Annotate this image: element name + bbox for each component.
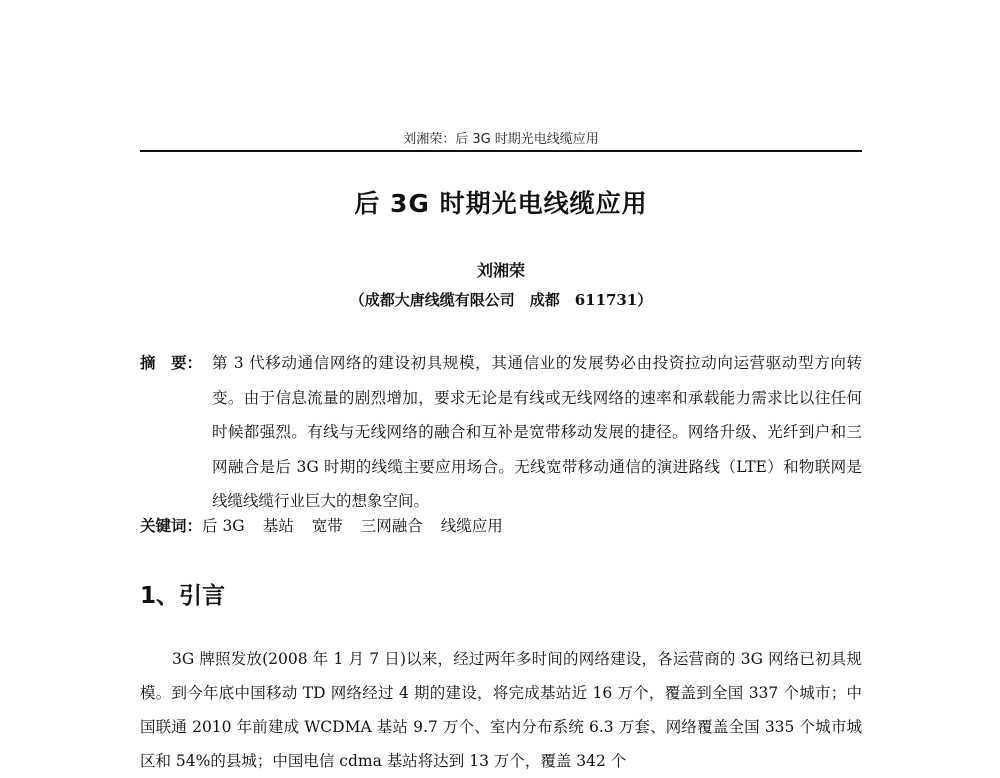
keyword-item: 宽带 <box>311 517 343 535</box>
section-heading: 1、引言 <box>140 583 226 609</box>
abstract-label: 摘 要： <box>140 354 203 372</box>
body-paragraph: 3G 牌照发放(2008 年 1 月 7 日)以来，经过两年多时间的网络建设，各运营商的 3G 网络已初具规模。到今年底中国移动 TD 网络经过 4 期的建设，将完成基站近 16 万个，覆盖到全国 337 个城市；中国联通 2010 年前建成 WCDMA 基站 9.7 万个、室内分布系统 6.3 万套、网络覆盖全国 335 个城市城区和 54%的县城；中国电信 cdma 基站将达到 13 万个，覆盖 342 个 <box>140 650 862 770</box>
header-rule <box>140 150 862 152</box>
keyword-item: 三网融合 <box>360 517 423 535</box>
keywords <box>140 510 862 542</box>
abstract-text: 第 3 代移动通信网络的建设初具规模，其通信业的发展势必由投资拉动向运营驱动型方向转变。由于信息流量的剧烈增加，要求无论是有线或无线网络的速率和承载能力需求比以往任何时候都强烈。有线与无线网络的融合和互补是宽带移动发展的捷径。网络升级、光纤到户和三网融合是后 3G 时期的线缆主要应用场合。无线宽带移动通信的演进路线（LTE）和物联网是线缆线缆行业巨大的想象空间。 <box>212 354 862 510</box>
abstract <box>140 346 862 519</box>
keyword-item: 线缆应用 <box>440 517 503 535</box>
keyword-item: 基站 <box>262 517 294 535</box>
running-head: 刘湘荣：后 3G 时期光电线缆应用 <box>403 132 599 147</box>
author-affiliation: （成都大唐线缆有限公司 成都 611731） <box>349 291 653 309</box>
author-name: 刘湘荣 <box>476 261 525 280</box>
keyword-item: 后 3G <box>202 517 245 535</box>
keywords-label: 关键词： <box>140 517 203 535</box>
paper-title: 后 3G 时期光电线缆应用 <box>354 189 648 218</box>
